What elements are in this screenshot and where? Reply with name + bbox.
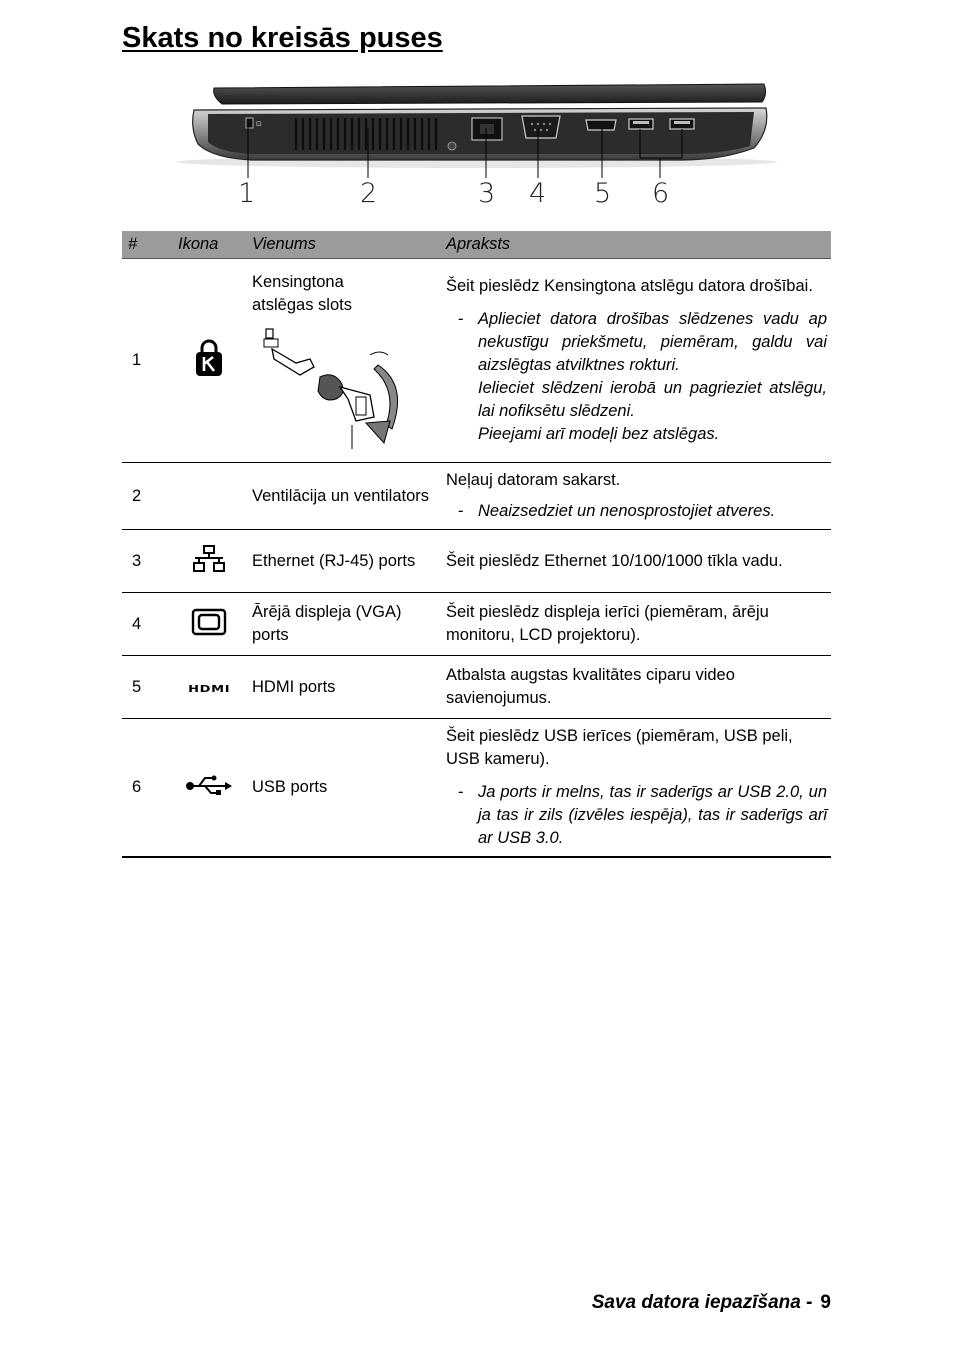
page-title: Skats no kreisās puses [122,22,443,54]
note-line: Ielieciet slēdzeni ierobā un pagrieziet atslēgu, lai nofiksētu slēdzeni. [478,379,827,420]
row-description: Šeit pieslēdz displeja ierīci (piemēram, ārēju monitoru, LCD projektoru). [440,593,831,656]
row-item-label: Ārējā displeja (VGA) ports [246,593,440,656]
header-number: # [122,231,172,259]
callout-1: 1 [238,178,256,209]
kensington-lock-icon [194,339,224,377]
table-row [122,530,831,593]
row-note [446,500,827,523]
row-description: Šeit pieslēdz USB ierīces (piemēram, USB peli, USB kameru). [446,727,793,768]
ports-table [122,231,831,858]
row-item-label: Ventilācija un ventilators [246,463,440,530]
usb-icon [185,774,233,796]
row-description: Šeit pieslēdz Ethernet 10/100/1000 tīkla vadu. [440,530,831,593]
callout-4: 4 [529,178,547,209]
vga-display-icon [191,608,227,636]
lock-cable-illustration [252,325,422,451]
row-number: 5 [122,656,172,719]
note-line: Aplieciet datora drošības slēdzenes vadu ap nekustīgu priekšmetu, piemēram, galdu vai aizslēgtas atvilktnes rokturi. [478,310,827,374]
hdmi-icon: HDMI [187,683,231,695]
row-number: 1 [122,259,172,463]
page-number: 9 [820,1292,831,1313]
callout-3: 3 [478,178,496,209]
row-description: Atbalsta augstas kvalitātes ciparu video savienojumus. [440,656,831,719]
footer-section-title: Sava datora iepazīšana - [591,1292,813,1313]
row-description: Šeit pieslēdz Kensingtona atslēgu datora drošībai. [446,277,813,295]
bullet-dash: - [458,783,464,801]
header-icon: Ikona [172,231,246,259]
note-line: Ja ports ir melns, tas ir saderīgs ar USB 2.0, un ja tas ir zils (izvēles iespēja), tas ir saderīgs arī ar USB 3.0. [478,783,827,847]
row-number: 6 [122,719,172,858]
table-row [122,259,831,463]
bullet-dash: - [458,502,464,520]
note-line: Pieejami arī modeļi bez atslēgas. [478,425,720,443]
table-row [122,463,831,530]
bullet-dash: - [458,310,464,328]
laptop-left-side-illustration [122,74,832,224]
header-item: Vienums [246,231,440,259]
page-footer [592,1292,831,1314]
row-item-label: Kensingtona atslēgas slots [252,273,352,314]
callout-2: 2 [360,178,378,209]
row-description: Neļauj datoram sakarst. [446,471,621,489]
table-row [122,719,831,858]
row-item-label: HDMI ports [246,656,440,719]
table-row [122,656,831,719]
callout-6: 6 [652,178,670,209]
ethernet-icon [192,544,226,574]
row-number: 3 [122,530,172,593]
row-note [446,781,827,850]
row-number: 2 [122,463,172,530]
row-icon-empty [172,463,246,530]
table-header-row [122,231,831,259]
table-row [122,593,831,656]
row-item-label: Ethernet (RJ-45) ports [246,530,440,593]
row-number: 4 [122,593,172,656]
note-line: Neaizsedziet un nenosprostojiet atveres. [478,502,776,520]
callout-5: 5 [594,178,612,209]
vent-slots [296,118,436,150]
row-item-label: USB ports [246,719,440,858]
svg-text:⊡: ⊡ [256,120,262,128]
header-description: Apraksts [440,231,831,259]
row-note [446,308,827,446]
